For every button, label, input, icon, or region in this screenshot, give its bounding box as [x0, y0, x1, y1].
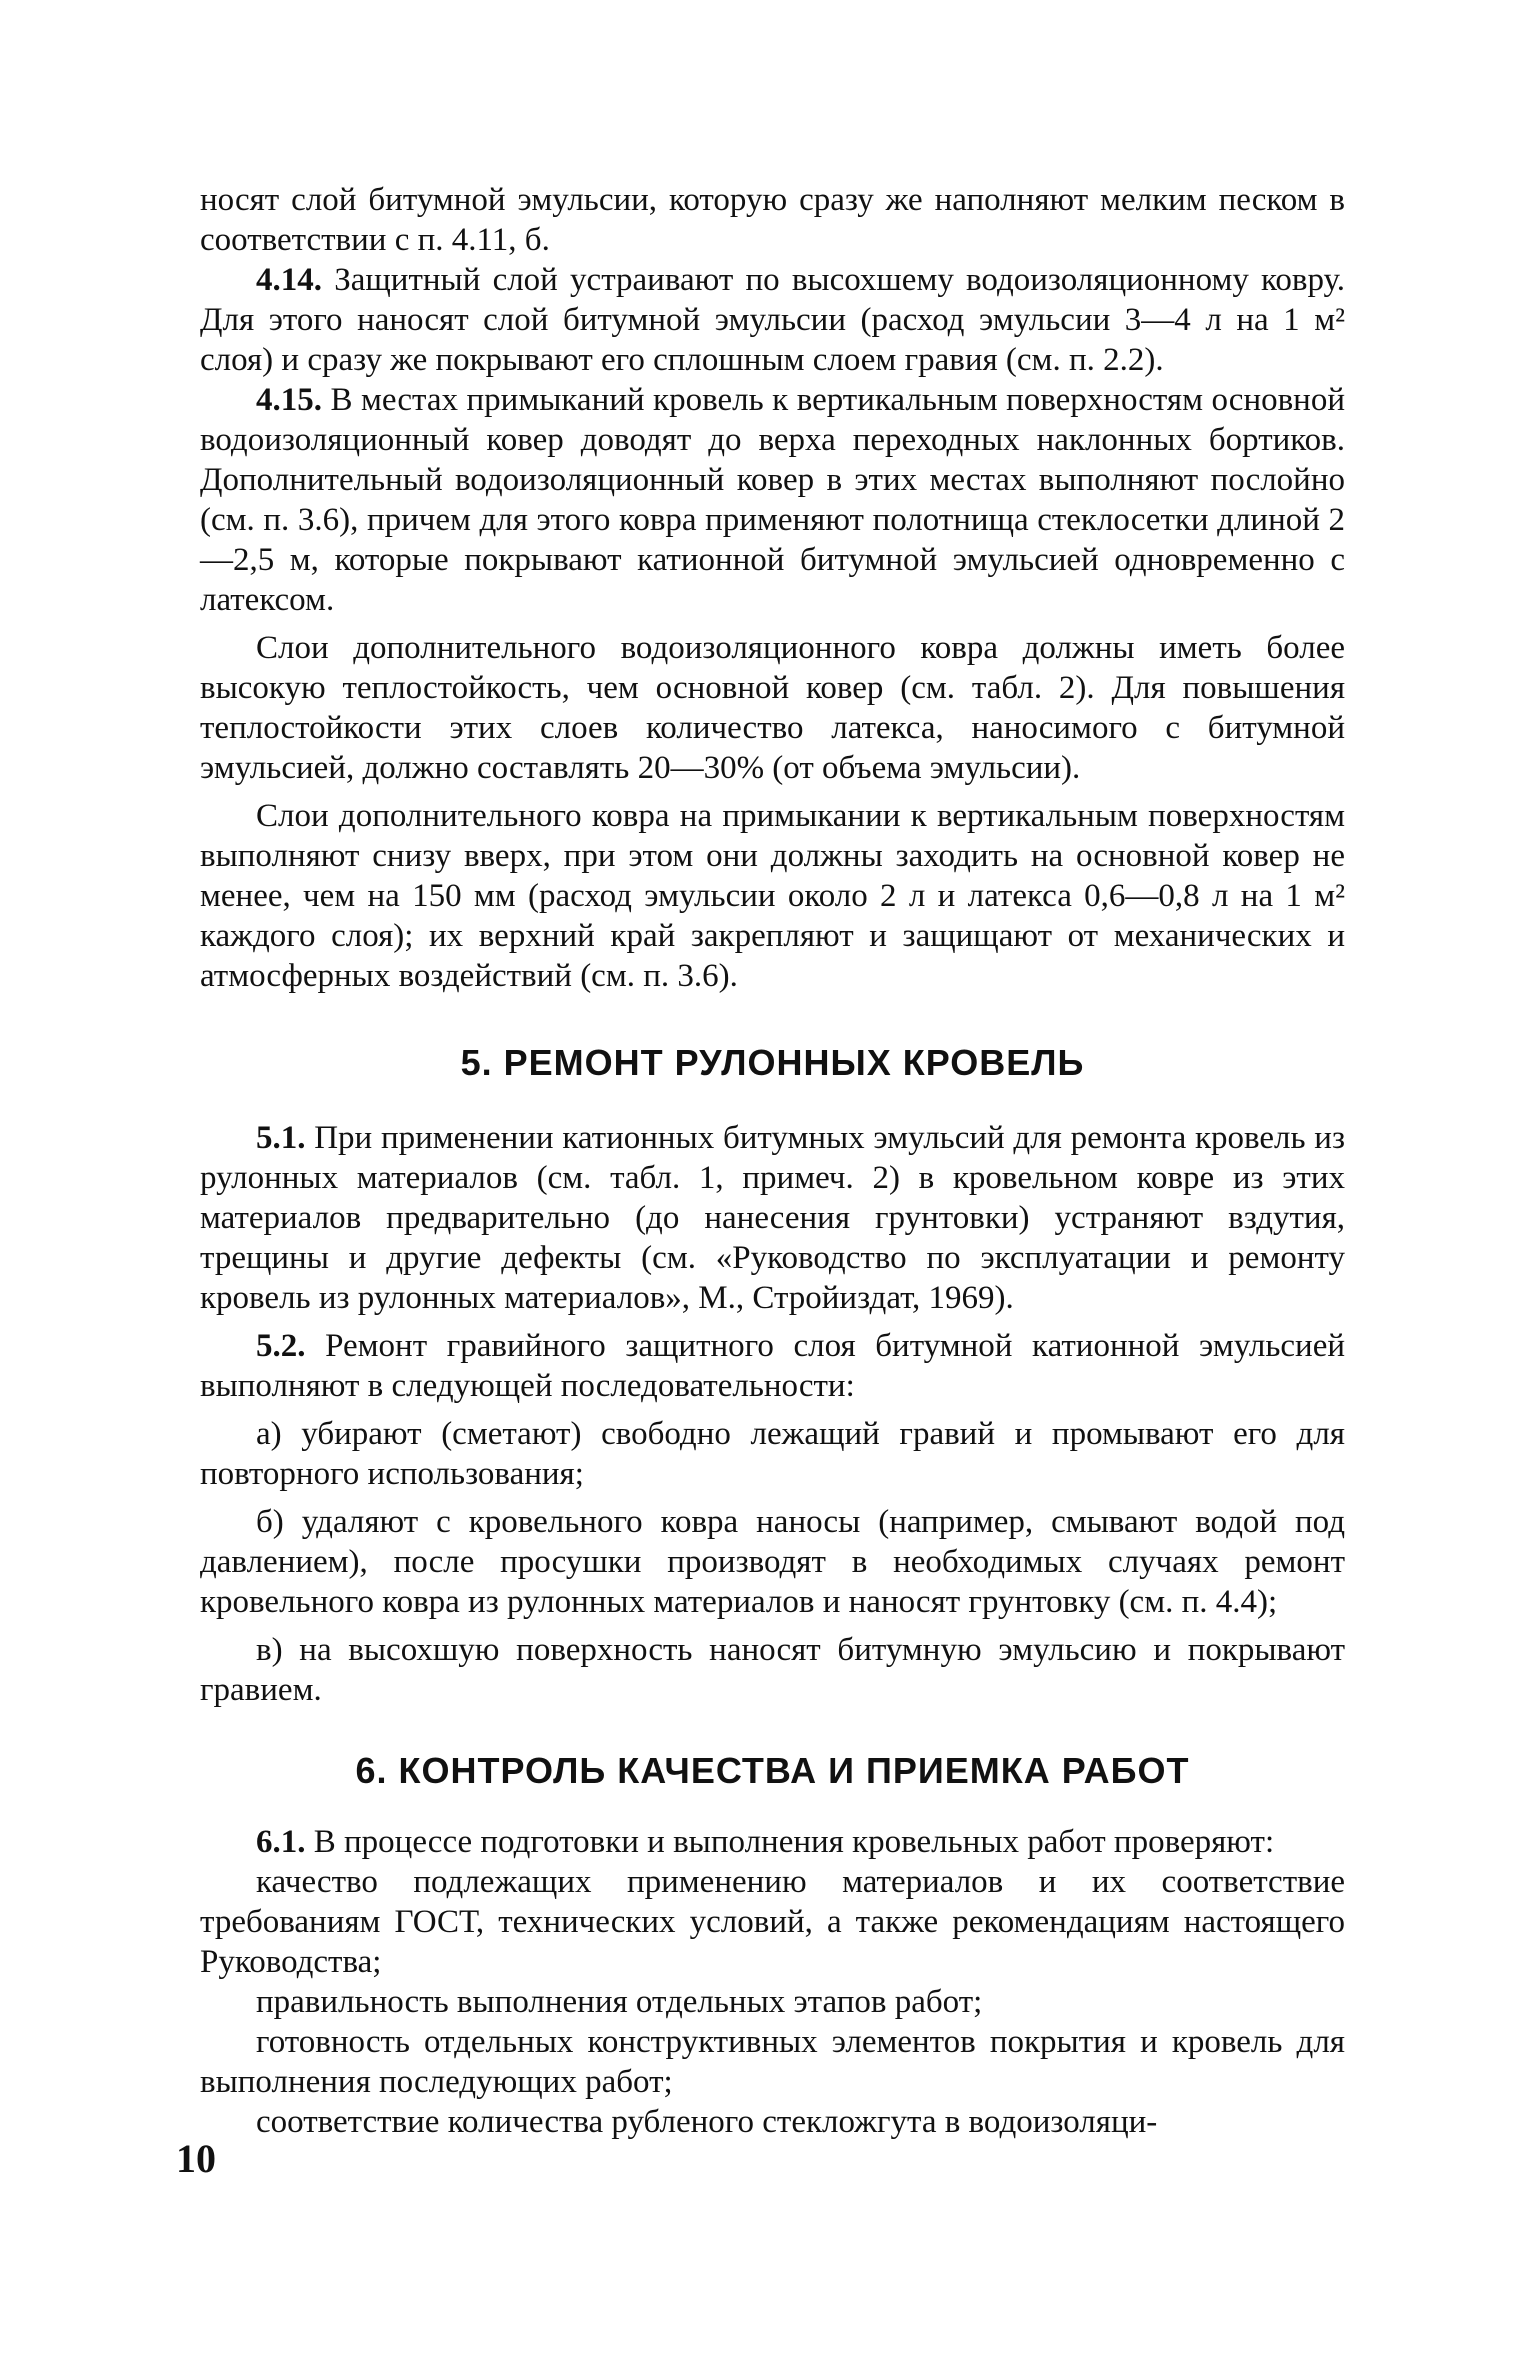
paragraph-text: Защитный слой устраивают по высохшему водоизоляционному ковру. Для этого наносят слой битумной эмульсии (расход эмульсии 3—4 л на 1 м² слоя) и сразу же покрывают его сплошным слоем гравия (см. п. 2.2).: [200, 262, 1345, 378]
paragraph-number: 4.14.: [256, 262, 322, 298]
paragraph-text: В процессе подготовки и выполнения кровельных работ проверяют:: [305, 1824, 1275, 1860]
paragraph-text: носят слой битумной эмульсии, которую сразу же наполняют мелким песком в соответствии с п. 4.11, б.: [200, 182, 1345, 258]
paragraph-5-1: [200, 1118, 1345, 1318]
paragraph-text: Ремонт гравийного защитного слоя битумной катионной эмульсией выполняют в следующей последовательности:: [200, 1328, 1345, 1404]
paragraph-5-2: [200, 1326, 1345, 1406]
paragraph-number: 6.1.: [256, 1824, 306, 1860]
list-item-c: [200, 1630, 1345, 1710]
paragraph-number: 5.1.: [256, 1120, 306, 1156]
section-6-title: 6. КОНТРОЛЬ КАЧЕСТВА И ПРИЕМКА РАБОТ: [355, 1750, 1190, 1791]
section-6-body: [200, 1822, 1345, 2142]
paragraph-text: При применении катионных битумных эмульсий для ремонта кровель из рулонных материалов (см. табл. 1, примеч. 2) в кровельном ковре из этих материалов предварительно (до нанесения грунтовки) устраняют вздутия, трещины и другие дефекты (см. «Руководство по эксплуатации и ремонту кровель из рулонных материалов», М., Стройиздат, 1969).: [200, 1120, 1345, 1316]
paragraph-vertical-layers: [200, 796, 1345, 996]
check-item-materials: [200, 1862, 1345, 1982]
paragraph-4-14: [200, 260, 1345, 380]
paragraph-6-1: [200, 1822, 1345, 1862]
paragraph-text: а) убирают (сметают) свободно лежащий гравий и промывают его для повторного использования;: [200, 1416, 1345, 1492]
paragraph-continuation: [200, 180, 1345, 260]
section-5-title: 5. РЕМОНТ РУЛОННЫХ КРОВЕЛЬ: [460, 1042, 1085, 1083]
paragraph-text: Слои дополнительного ковра на примыкании к вертикальным поверхностям выполняют снизу вверх, при этом они должны заходить на основной ковер не менее, чем на 150 мм (расход эмульсии около 2 л и латекса 0,6—0,8 л на 1 м² каждого слоя); их верхний край закрепляют и защищают от механических и атмосферных воздействий (см. п. 3.6).: [200, 798, 1345, 994]
check-item-readiness: [200, 2022, 1345, 2102]
paragraph-number: 4.15.: [256, 382, 322, 418]
paragraph-number: 5.2.: [256, 1328, 306, 1364]
paragraph-text: соответствие количества рубленого стекложгута в водоизоляци-: [256, 2104, 1158, 2140]
paragraph-text: В местах примыканий кровель к вертикальным поверхностям основной водоизоляционный ковер доводят до верха переходных наклонных бортиков. Дополнительный водоизоляционный ковер в этих местах выполняют послойно (см. п. 3.6), причем для этого ковра применяют полотнища стеклосетки длиной 2—2,5 м, которые покрывают катионной битумной эмульсией одновременно с латексом.: [200, 382, 1345, 618]
document-page: [200, 180, 1345, 2142]
paragraph-text: б) удаляют с кровельного ковра наносы (например, смывают водой под давлением), после просушки производят в необходимых случаях ремонт кровельного ковра из рулонных материалов и наносят грунтовку (см. п. 4.4);: [200, 1504, 1345, 1620]
paragraph-text: правильность выполнения отдельных этапов работ;: [256, 1984, 983, 2020]
list-item-b: [200, 1502, 1345, 1622]
list-item-a: [200, 1414, 1345, 1494]
paragraph-heat-resistance: [200, 628, 1345, 788]
check-item-stages: [200, 1982, 1345, 2022]
paragraph-text: качество подлежащих применению материалов и их соответствие требованиям ГОСТ, технических условий, а также рекомендациям настоящего Руководства;: [200, 1864, 1345, 1980]
check-item-fiberglass: [200, 2102, 1345, 2142]
page-number: 10: [176, 2136, 216, 2181]
paragraph-4-15: [200, 380, 1345, 620]
paragraph-text: Слои дополнительного водоизоляционного ковра должны иметь более высокую теплостойкость, чем основной ковер (см. табл. 2). Для повышения теплостойкости этих слоев количество латекса, наносимого с битумной эмульсией, должно составлять 20—30% (от объема эмульсии).: [200, 630, 1345, 786]
paragraph-text: в) на высохшую поверхность наносят битумную эмульсию и покрывают гравием.: [200, 1632, 1345, 1708]
section-5-body: [200, 1118, 1345, 1710]
paragraph-text: готовность отдельных конструктивных элементов покрытия и кровель для выполнения последующих работ;: [200, 2024, 1345, 2100]
intro-block: [200, 180, 1345, 996]
